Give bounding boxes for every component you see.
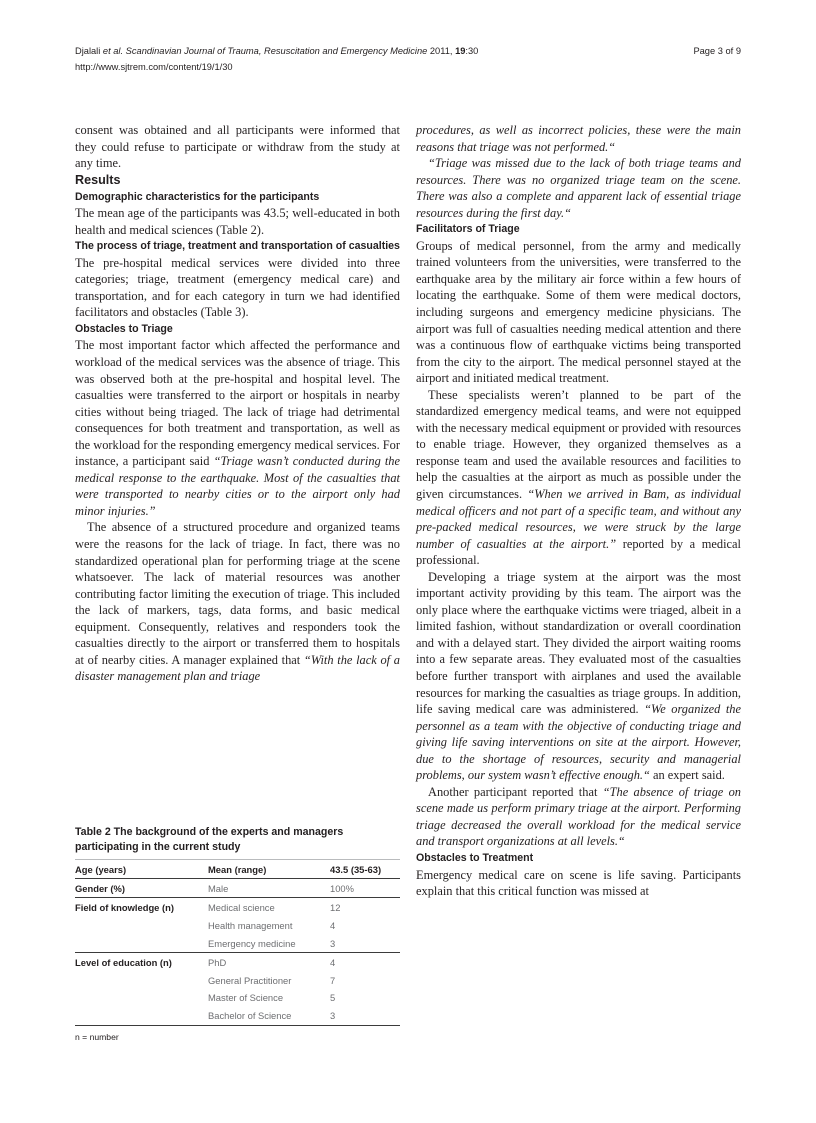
paragraph-process: The pre-hospital medical services were divided into three categories; triage, treatment (emergency medical care) and transportation, and for each category in turn we had identified facilitators and obstacles (Table 3). (75, 255, 400, 320)
table-2-block (75, 825, 400, 1042)
paragraph-facilitators-3-text: Developing a triage system at the airport was the most important activity providing by this team. The airport was the only place where the earthquake victims were triaged, albeit in a limited fashion, without standardization or overall coordination and with a delayed start. They divided the airport waiting rooms into a few separate areas. They evaluated most of the casualties before further transport with airplanes and used the available resources for marking the casualties as triage groups. In addition, life saving medical care was administered. (416, 569, 741, 717)
table-cell-c1 (75, 989, 208, 1007)
table-cell-c1: Field of knowledge (n) (75, 897, 208, 915)
paragraph-facilitators-1: Groups of medical personnel, from the army and medically trained volunteers from the universities, were transferred to the earthquake area by the military air force within a few hours of locating the earthquake. Some of them were medical doctors, including surgeons and emergency medicine physicians. The airport was full of casualties needing medical attention and there was a continuous flow of earthquake victims being transported from the city to the airport. The medical personnel stayed at the airport and initiated medical treatment. (416, 238, 741, 386)
right-column (416, 122, 741, 900)
article-url[interactable]: http://www.sjtrem.com/content/19/1/30 (75, 61, 233, 72)
table-cell-c2: Male (208, 878, 330, 897)
citation-line (75, 44, 478, 60)
quote-continued-text: procedures, as well as incorrect policies, these were the main reasons that triage was not performed.“ (416, 123, 741, 154)
table-cell-c2: PhD (208, 952, 330, 970)
quote-triage-was-missed: “Triage was missed due to the lack of both triage teams and resources. There was no organized triage team on the scene. There was also a complete and apparent lack of essential triage resources during the first day.“ (416, 156, 741, 220)
heading-results: Results (75, 172, 121, 187)
table-cell-c1: Level of education (n) (75, 952, 208, 970)
table-cell-c3: 100% (330, 878, 400, 897)
quote-when-we-arrived-in-bam: “When we arrived in Bam, as individual medical officers and not part of a specific team, and without any pre-packed medical resources, we were struck by the large number of casualties at the airport.” (416, 486, 741, 551)
heading-obstacles-to-triage: Obstacles to Triage (75, 322, 173, 335)
table-2-caption: Table 2 The background of the experts and managers participating in the current study (75, 826, 344, 853)
table-cell-c3: 3 (330, 1007, 400, 1025)
paragraph-obstacles-1-text: The most important factor which affected the performance and workload of the medical services was the absence of triage. This was observed both at the pre-hospital and hospital level. The casualties were transferred to the airport or hospitals in nearby cities without being triaged. The lack of triage had detrimental consequences for both treatment and transportation, as well as the workload for the responding emergency medical services. For instance, a participant said (75, 338, 400, 469)
table-cell-c2: Master of Science (208, 992, 284, 1004)
table-cell-c1: Age (years) (75, 860, 208, 879)
table-cell-c3: 4 (330, 952, 400, 970)
paragraph-obstacles-treatment: Emergency medical care on scene is life saving. Participants explain that this critical function was missed at (416, 867, 741, 899)
table-cell-c3: 12 (330, 897, 400, 915)
table-row (75, 989, 400, 1007)
quote-absence-of-triage-on-scene: “The absence of triage on scene made us perform primary triage at the airport. Performing triage decreased the overall workload for the medical service and transport organizations at all levels.“ (416, 784, 741, 849)
heading-process-of-triage: The process of triage, treatment and transportation of casualties (75, 240, 400, 253)
paragraph-facilitators-4 (416, 784, 741, 850)
paragraph-obstacles-2 (75, 519, 400, 684)
paragraph-quote-continued (416, 122, 741, 155)
table-row (75, 934, 400, 952)
paragraph-facilitators-2-text: These specialists weren’t planned to be part of the standardized emergency medical teams, and were not equipped with the necessary medical equipment or provided with resources to enable triage. However, they organized themselves as a response team and used the available resources and facilities to help the casualties at the airport as much as possible under the given circumstances. (416, 387, 741, 501)
table-cell-c2: Health management (208, 919, 293, 931)
citation-etal: et al. (102, 46, 124, 56)
table-2-footnote: n = number (75, 1031, 119, 1042)
table-cell-c3: 5 (330, 992, 336, 1004)
running-head (75, 44, 741, 75)
paragraph-obstacles-2-text: The absence of a structured procedure and organized teams were the reasons for the lack of triage. In fact, there was no standardized operational plan for performing triage at the scene whatsoever. The lack of material resources was another contributing factor limiting the execution of triage. This included the lack of markers, tags, data forms, and basic medical equipment. Consequently, relatives and responders took the casualties directly to the airport or transferred them to hospitals at of nearby cities. A manager explained that (75, 520, 400, 667)
paragraph-facilitators-3-post: an expert said. (649, 768, 725, 783)
paragraph-consent: consent was obtained and all participants were informed that they could refuse to participate or withdraw from the study at any time. (75, 123, 400, 171)
table-cell-c1: Gender (%) (75, 878, 208, 897)
table-cell-c1 (75, 971, 208, 989)
table-2 (75, 859, 400, 1026)
heading-facilitators-of-triage: Facilitators of Triage (416, 223, 520, 236)
table-cell-c3: 7 (330, 974, 336, 986)
table-cell-c2: Mean (range) (208, 860, 330, 879)
table-row (75, 916, 400, 934)
table-row (75, 878, 400, 897)
table-cell-c1 (75, 916, 208, 934)
table-row (75, 1007, 400, 1025)
quote-we-organized-the-personnel: “We organized the personnel as a team with the objective of conducting triage and giving life saving interventions on site at the airport. However, due to the shortage of resources, security and managerial problems, our system wasn’t effective enough.“ (416, 702, 741, 783)
citation-journal: Scandinavian Journal of Trauma, Resuscitation and Emergency Medicine (125, 46, 428, 56)
citation-authors: Djalali (75, 46, 101, 56)
table-cell-c3: 43.5 (35-63) (330, 860, 400, 879)
quote-triage-wasnt-conducted: “Triage wasn’t conducted during the medical response to the earthquake. Most of the casualties that were transported to nearby cities or to the airport only had minor injuries.” (75, 454, 401, 518)
paragraph-demographic: The mean age of the participants was 43.5; well-educated in both health and medical sciences (Table 2). (75, 206, 400, 237)
table-cell-c1 (75, 934, 208, 952)
page-number: Page 3 of 9 (693, 46, 741, 56)
table-row (75, 897, 400, 915)
heading-demographic-characteristics: Demographic characteristics for the participants (75, 190, 320, 203)
table-cell-c2: Emergency medicine (208, 937, 296, 949)
table-2-body (75, 860, 400, 1026)
paragraph-quote-triage-missed (416, 155, 741, 221)
paragraph-obstacles-1 (75, 337, 400, 519)
quote-with-the-lack-of-plan: “With the lack of a disaster management plan and triage (75, 652, 400, 684)
table-row (75, 952, 400, 970)
citation-volume: 19 (455, 46, 466, 56)
paragraph-facilitators-2-post: reported by a medical professional. (416, 536, 742, 568)
paragraph-facilitators-2 (416, 387, 741, 569)
table-cell-c2: General Practitioner (208, 974, 292, 986)
paragraph-facilitators-4-text: Another participant reported that (428, 784, 603, 799)
citation-pages: :30 (465, 46, 479, 56)
table-row (75, 971, 400, 989)
left-column (75, 122, 400, 685)
table-cell-c1 (75, 1007, 208, 1025)
table-row (75, 860, 400, 879)
heading-obstacles-to-treatment: Obstacles to Treatment (416, 852, 534, 865)
table-cell-c2: Bachelor of Science (208, 1007, 330, 1025)
paragraph-facilitators-3 (416, 569, 741, 784)
citation-year: 2011, (429, 46, 453, 56)
table-cell-c2: Medical science (208, 897, 330, 915)
table-cell-c3: 4 (330, 919, 336, 931)
table-cell-c3: 3 (330, 937, 336, 949)
